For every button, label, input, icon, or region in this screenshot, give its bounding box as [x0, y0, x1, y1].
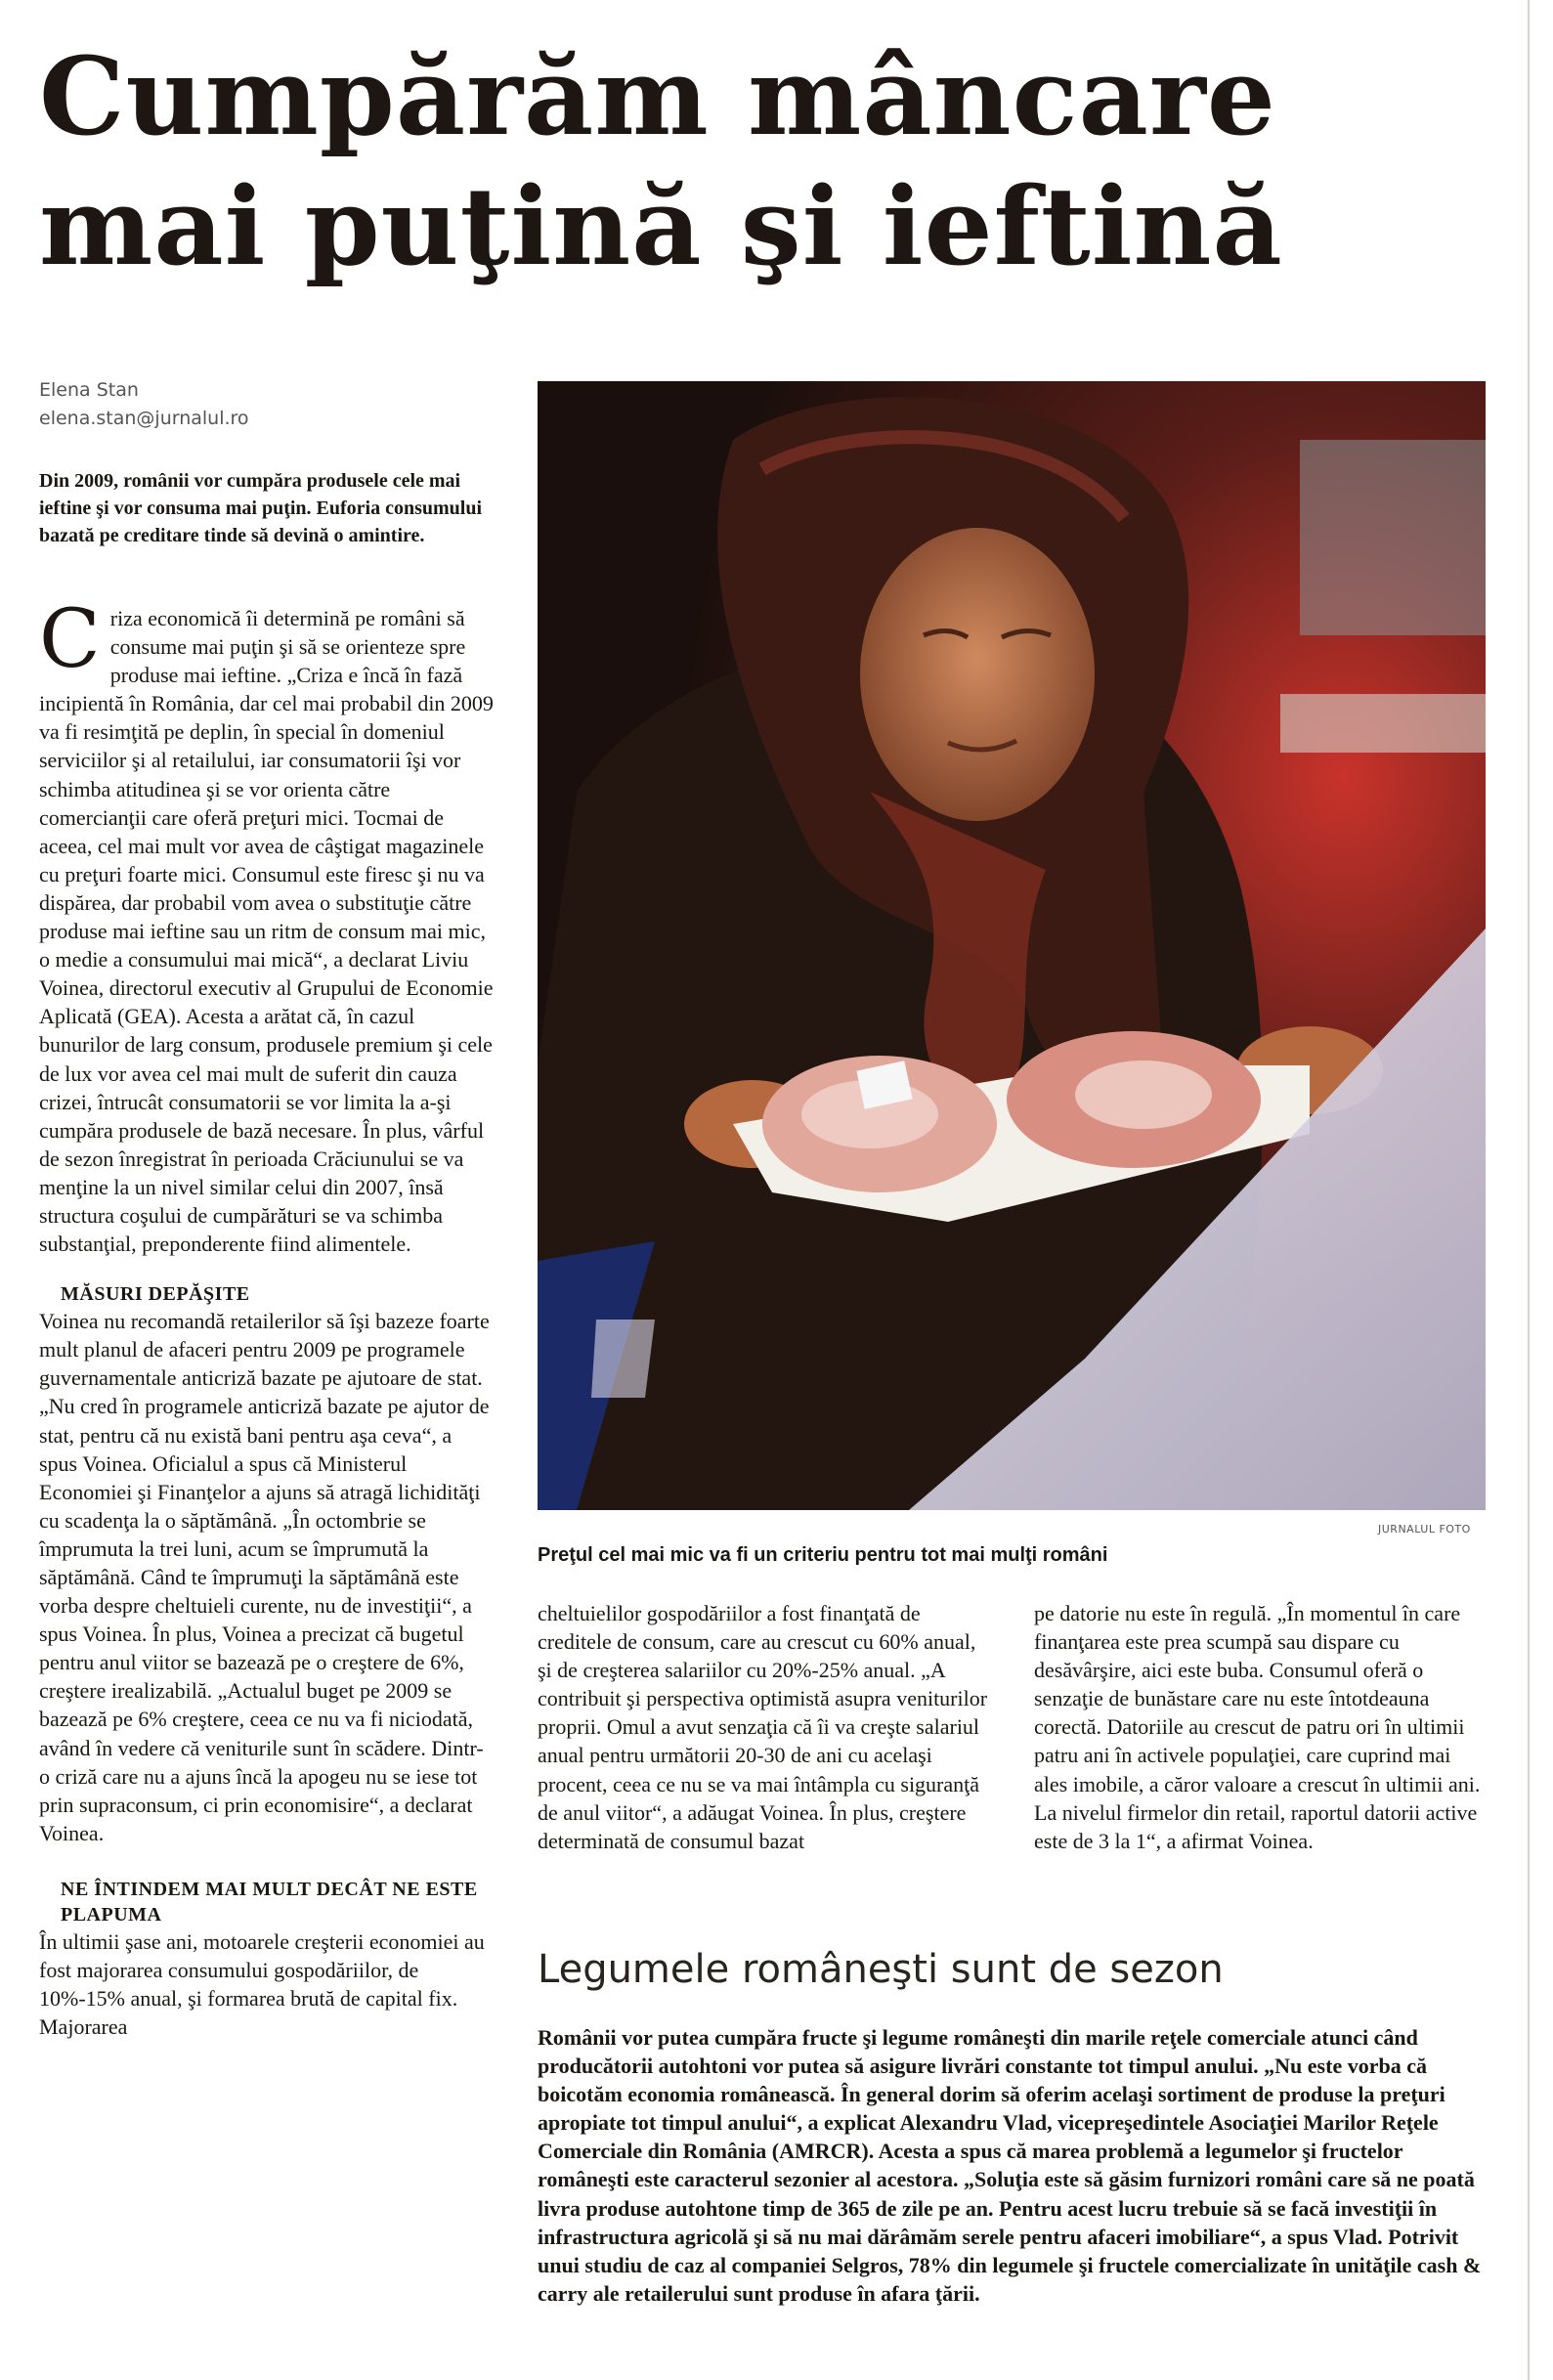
photo-elderly-woman-shopping [538, 381, 1486, 1510]
headline: Cumpărăm mâncare mai puţină şi ieftină [39, 33, 1283, 289]
article-paragraph-5: pe datorie nu este în regulă. „În momentul în care finanţarea este prea scumpă sau dispare cu desăvârşire, aici este buba. Consumul oferă o senzaţie de bunăstare care nu este întotdeauna corectă. Datoriile au crescut de patru ori în ultimii patru ani în activele populaţiei, care cuprind mai ales imobile, a căror valoare a crescut în ultimii ani. La nivelul firmelor din retail, raportul datorii active este de 3 la 1“, a afirmat Voinea. [1034, 1601, 1481, 1853]
article-column-2 [538, 1599, 992, 1855]
lead-paragraph: Din 2009, românii vor cumpăra produsele cele mai ieftine şi vor consuma mai puţin. Euforia consumului bazată pe creditare tinde să devină o amintire. [39, 470, 483, 546]
photo-credit: JURNALUL FOTO [1378, 1523, 1471, 1536]
subhead-plapuma: NE ÎNTINDEM MAI MULT DECÂT NE ESTE PLAPUMA [61, 1878, 478, 1926]
article-photo [538, 381, 1486, 1510]
sidebar-body: Românii vor putea cumpăra fructe şi legume româneşti din marile reţele comerciale atunci când producătorii autohtoni vor putea să asigure livrări constante tot timpul anului. „Nu este vorba că boicotăm economia românească. În general dorim să oferim acelaşi sortiment de produse la preţuri apropiate tot timpul anului“, a explicat Alexandru Vlad, vicepreşedintele Asociaţiei Marilor Reţele Comerciale din România (AMRCR). Acesta a spus că marea problemă a legumelor şi fructelor româneşti este caracterul sezonier al acestora. „Soluţia este să găsim furnizori români care să ne poată livra produse autohtone timp de 365 de zile pe an. Pentru acest lucru trebuie să se facă investiţii în infrastructura agricolă şi să nu mai dărâmăm serele pentru afaceri imobiliare“, a spus Vlad. Potrivit unui studiu de caz al companiei Selgros, 78% din legumele şi fructele comercializate în unităţile cash & carry ale retailerului sunt produse în afara ţării. [538, 2025, 1482, 2306]
sidebar-title: Legumele româneşti sunt de sezon [538, 1947, 1224, 1992]
article-paragraph-2: Voinea nu recomandă retailerilor să îşi bazeze foarte mult planul de afaceri pentru 2009 pe programele guvernamentale anticriză bazate pe ajutoare de stat. „Nu cred în programele anticriză bazate pe ajutor de stat, pentru că nu există bani pentru aşa ceva“, a spus Voinea. Oficialul a spus că Ministerul Economiei şi Finanţelor a ajuns să atragă lichidităţi cu scadenţa la o săptămână. „În octombrie se împrumuta la trei luni, acum se împrumută la săptămână. Când te împrumuţi la săptămână este vorba despre cheltuieli curente, nu de investiţii“, a spus Voinea. În plus, Voinea a precizat că bugetul pentru anul viitor se bazează pe o creştere de 6%, creştere irealizabilă. „Actualul buget pe 2009 se bazează pe 6% creştere, ceea ce nu va fi niciodată, având în vedere că veniturile sunt în scădere. Dintr-o criză care nu a ajuns încă la apogeu nu se iese tot prin supraconsum, ci prin economisire“, a declarat Voinea. [39, 1309, 490, 1845]
article-paragraph-1 [39, 593, 494, 1258]
author-name: Elena Stan [39, 379, 139, 401]
page-edge [1528, 0, 1530, 2380]
subhead-masuri-depasite: MĂSURI DEPĂŞITE [61, 1283, 250, 1306]
photo-caption: Preţul cel mai mic va fi un criteriu pentru tot mai mulţi români [538, 1544, 1108, 1566]
article-paragraph-3: În ultimii şase ani, motoarele creşterii economiei au fost majorarea consumului gospodăriilor, de 10%-15% anual, şi formarea brută de capital fix. Majorarea [39, 1928, 485, 2040]
paragraph-1-text: riza economică îi determină pe români să consume mai puţin şi să se orienteze spre produse mai ieftine. „Criza e încă în fază incipientă în România, dar cel mai probabil din 2009 va fi resimţită pe deplin, în special în domeniul serviciilor şi al retailului, iar consumatorii îşi vor schimba atitudinea şi se vor orienta către comercianţii care oferă preţuri mici. Tocmai de aceea, cel mai mult vor avea de câştigat magazinele cu preţuri foarte mici. Consumul este firesc şi nu va dispărea, dar probabil vom avea o substituţie către produse mai ieftine sau un ritm de consum mai mic, o medie a consumului mai mică“, a declarat Liviu Voinea, directorul executiv al Grupului de Economie Aplicată (GEA). Acesta a arătat că, în cazul bunurilor de larg consum, produsele premium şi cele de lux vor avea cel mai mult de suferit din cauza crizei, întrucât consumatorii se vor limita la a-şi cumpăra produsele de bază necesare. În plus, vârful de sezon înregistrat în perioada Crăciunului se va menţine la un nivel similar celui din 2007, însă structura coşului de cumpărături se va schimba substanţial, preponderente fiind alimentele. [39, 606, 494, 1257]
drop-cap: C [39, 593, 101, 686]
byline [39, 376, 249, 433]
article-paragraph-4: cheltuielilor gospodăriilor a fost finanţată de creditele de consum, care au crescut cu 60% anual, şi de creşterea salariilor cu 20%-25% anual. „A contribuit şi perspectiva optimistă asupra veniturilor proprii. Omul a avut senzaţia că îi va creşte salariul anual pentru următorii 20-30 de ani cu acelaşi procent, ceea ce nu se va mai întâmpla cu siguranţă de anul viitor“, a adăugat Voinea. În plus, creştere determinată de consumul bazat [538, 1601, 988, 1853]
article-column-3 [1034, 1599, 1488, 1855]
author-email: elena.stan@jurnalul.ro [39, 408, 249, 429]
article-column-1 [39, 593, 494, 2041]
